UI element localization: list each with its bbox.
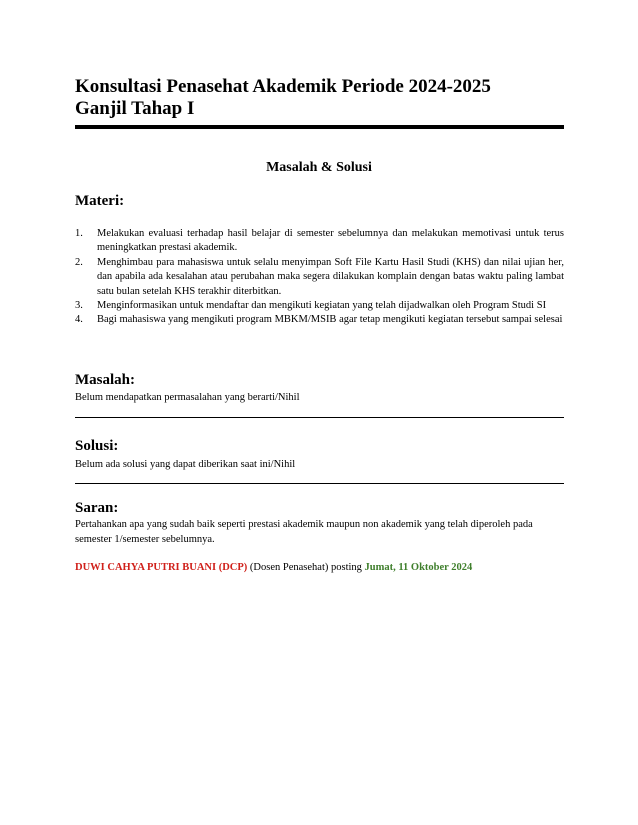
list-item-number: 4. [75, 314, 83, 326]
materi-list [75, 227, 564, 328]
document-subtitle: Masalah & Solusi [266, 160, 372, 175]
title-line-1: Konsultasi Penasehat Akademik Periode 2024-2025 [75, 76, 491, 97]
document-title [75, 76, 565, 120]
list-item-number: 2. [75, 256, 83, 268]
saran-heading: Saran: [75, 500, 119, 516]
list-item-text: Menghimbau para mahasiswa untuk selalu menyimpan Soft File Kartu Hasil Studi (KHS) dan nilai ujian her, dan apabila ada kesalahan atau perubahan maka segera dilakukan komplain dengan batas waktu paling lambat satu bulan setelah KHS terakhir diterbitkan. [97, 256, 564, 297]
list-item [75, 227, 564, 256]
saran-text: Pertahankan apa yang sudah baik seperti prestasi akademik maupun non akademik yang telah diperoleh pada semester 1/semester sebelumnya. [75, 519, 533, 545]
list-item-text: Bagi mahasiswa yang mengikuti program MBKM/MSIB agar tetap mengikuti kegiatan tersebut sampai selesai [97, 314, 563, 326]
solusi-text: Belum ada solusi yang dapat diberikan saat ini/Nihil [75, 459, 296, 470]
title-line-2: Ganjil Tahap I [75, 98, 195, 119]
posting-info [75, 562, 472, 573]
posting-date: Jumat, 11 Oktober 2024 [364, 562, 473, 573]
list-item [75, 313, 564, 327]
list-item-text: Menginformasikan untuk mendaftar dan mengikuti kegiatan yang telah dijadwalkan oleh Program Studi SI [97, 300, 547, 312]
list-item-number: 3. [75, 300, 83, 312]
list-item-number: 1. [75, 228, 83, 239]
solusi-heading: Solusi: [75, 438, 119, 454]
advisor-name: DUWI CAHYA PUTRI BUANI (DCP) [75, 562, 248, 573]
materi-heading: Materi: [75, 193, 125, 209]
masalah-heading: Masalah: [75, 372, 135, 388]
section-divider [75, 417, 564, 418]
list-item-text: Melakukan evaluasi terhadap hasil belajar di semester sebelumnya dan melakukan memotivasi untuk terus meningkatkan prestasi akademik. [97, 228, 564, 254]
title-divider [75, 125, 564, 129]
masalah-text: Belum mendapatkan permasalahan yang berarti/Nihil [75, 392, 300, 403]
advisor-role: (Dosen Penasehat) posting [249, 562, 362, 573]
list-item [75, 256, 564, 299]
list-item [75, 299, 564, 313]
section-divider [75, 483, 564, 484]
